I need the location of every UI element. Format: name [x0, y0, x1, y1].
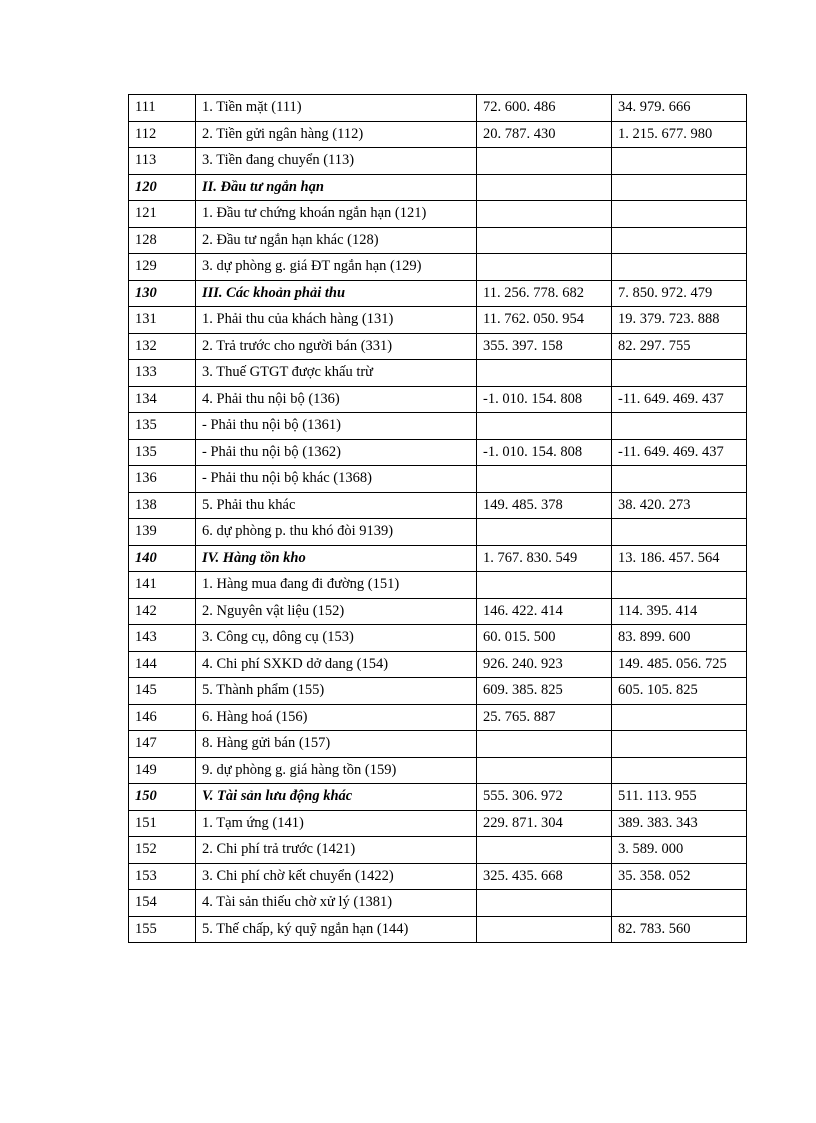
account-name-cell: 6. dự phòng p. thu khó đòi 9139): [196, 519, 477, 546]
amount-end-cell: [477, 227, 612, 254]
account-name-cell: 2. Nguyên vật liệu (152): [196, 598, 477, 625]
account-code-cell: 135: [129, 413, 196, 440]
account-code-cell: 144: [129, 651, 196, 678]
account-code-cell: 140: [129, 545, 196, 572]
table-row: [129, 466, 747, 493]
table-row: [129, 307, 747, 334]
amount-begin-cell: [612, 890, 747, 917]
account-code-cell: 134: [129, 386, 196, 413]
account-code-cell: 149: [129, 757, 196, 784]
amount-begin-cell: [612, 148, 747, 175]
amount-end-cell: [477, 466, 612, 493]
account-name-cell: 1. Hàng mua đang đi đường (151): [196, 572, 477, 599]
account-code-cell: 136: [129, 466, 196, 493]
amount-end-cell: 11. 256. 778. 682: [477, 280, 612, 307]
account-name-cell: 2. Trả trước cho người bán (331): [196, 333, 477, 360]
account-code-cell: 121: [129, 201, 196, 228]
amount-begin-cell: [612, 174, 747, 201]
table-row: [129, 148, 747, 175]
account-name-cell: IV. Hàng tồn kho: [196, 545, 477, 572]
account-code-cell: 138: [129, 492, 196, 519]
amount-end-cell: [477, 519, 612, 546]
table-row: [129, 174, 747, 201]
account-code-cell: 129: [129, 254, 196, 281]
account-name-cell: 2. Đầu tư ngắn hạn khác (128): [196, 227, 477, 254]
table-row: [129, 784, 747, 811]
account-code-cell: 113: [129, 148, 196, 175]
amount-end-cell: [477, 731, 612, 758]
amount-end-cell: 355. 397. 158: [477, 333, 612, 360]
table-row: [129, 916, 747, 943]
account-code-cell: 152: [129, 837, 196, 864]
account-code-cell: 112: [129, 121, 196, 148]
table-row: [129, 572, 747, 599]
table-row: [129, 731, 747, 758]
amount-end-cell: 25. 765. 887: [477, 704, 612, 731]
account-name-cell: 3. Thuế GTGT được khấu trừ: [196, 360, 477, 387]
account-code-cell: 145: [129, 678, 196, 705]
table-row: [129, 333, 747, 360]
amount-begin-cell: 1. 215. 677. 980: [612, 121, 747, 148]
amount-begin-cell: 19. 379. 723. 888: [612, 307, 747, 334]
account-name-cell: 5. Phải thu khác: [196, 492, 477, 519]
table-row: [129, 704, 747, 731]
amount-end-cell: 555. 306. 972: [477, 784, 612, 811]
account-name-cell: - Phải thu nội bộ (1361): [196, 413, 477, 440]
account-name-cell: II. Đầu tư ngắn hạn: [196, 174, 477, 201]
amount-begin-cell: 82. 297. 755: [612, 333, 747, 360]
table-row: [129, 492, 747, 519]
balance-sheet-body: [129, 95, 747, 943]
amount-begin-cell: 3. 589. 000: [612, 837, 747, 864]
account-name-cell: 3. dự phòng g. giá ĐT ngắn hạn (129): [196, 254, 477, 281]
amount-begin-cell: 7. 850. 972. 479: [612, 280, 747, 307]
account-code-cell: 141: [129, 572, 196, 599]
account-code-cell: 143: [129, 625, 196, 652]
account-name-cell: 3. Tiền đang chuyển (113): [196, 148, 477, 175]
account-code-cell: 135: [129, 439, 196, 466]
table-row: [129, 519, 747, 546]
amount-end-cell: [477, 360, 612, 387]
amount-end-cell: 11. 762. 050. 954: [477, 307, 612, 334]
amount-begin-cell: [612, 254, 747, 281]
account-code-cell: 128: [129, 227, 196, 254]
account-code-cell: 139: [129, 519, 196, 546]
amount-end-cell: [477, 201, 612, 228]
balance-sheet-table: [128, 94, 747, 943]
amount-begin-cell: -11. 649. 469. 437: [612, 386, 747, 413]
amount-end-cell: [477, 572, 612, 599]
table-row: [129, 890, 747, 917]
account-name-cell: 6. Hàng hoá (156): [196, 704, 477, 731]
account-name-cell: 4. Tài sản thiếu chờ xử lý (1381): [196, 890, 477, 917]
amount-end-cell: [477, 254, 612, 281]
table-row: [129, 810, 747, 837]
table-row: [129, 757, 747, 784]
amount-end-cell: 60. 015. 500: [477, 625, 612, 652]
account-name-cell: 3. Công cụ, dông cụ (153): [196, 625, 477, 652]
account-name-cell: 3. Chi phí chờ kết chuyển (1422): [196, 863, 477, 890]
amount-begin-cell: -11. 649. 469. 437: [612, 439, 747, 466]
table-row: [129, 413, 747, 440]
account-name-cell: 4. Phải thu nội bộ (136): [196, 386, 477, 413]
table-row: [129, 254, 747, 281]
table-row: [129, 863, 747, 890]
account-code-cell: 155: [129, 916, 196, 943]
amount-begin-cell: [612, 227, 747, 254]
amount-end-cell: 146. 422. 414: [477, 598, 612, 625]
account-code-cell: 142: [129, 598, 196, 625]
amount-end-cell: [477, 413, 612, 440]
amount-begin-cell: 35. 358. 052: [612, 863, 747, 890]
amount-end-cell: [477, 890, 612, 917]
amount-begin-cell: [612, 466, 747, 493]
amount-end-cell: [477, 916, 612, 943]
amount-end-cell: -1. 010. 154. 808: [477, 386, 612, 413]
account-name-cell: 4. Chi phí SXKD dở dang (154): [196, 651, 477, 678]
amount-begin-cell: 149. 485. 056. 725: [612, 651, 747, 678]
amount-begin-cell: 389. 383. 343: [612, 810, 747, 837]
amount-begin-cell: 114. 395. 414: [612, 598, 747, 625]
account-name-cell: 1. Phải thu của khách hàng (131): [196, 307, 477, 334]
account-code-cell: 150: [129, 784, 196, 811]
amount-end-cell: 325. 435. 668: [477, 863, 612, 890]
account-name-cell: 8. Hàng gửi bán (157): [196, 731, 477, 758]
account-code-cell: 154: [129, 890, 196, 917]
account-name-cell: 1. Tạm ứng (141): [196, 810, 477, 837]
amount-begin-cell: [612, 360, 747, 387]
table-row: [129, 95, 747, 122]
account-name-cell: 1. Đầu tư chứng khoán ngắn hạn (121): [196, 201, 477, 228]
account-code-cell: 132: [129, 333, 196, 360]
account-name-cell: 2. Chi phí trả trước (1421): [196, 837, 477, 864]
amount-end-cell: 149. 485. 378: [477, 492, 612, 519]
amount-end-cell: [477, 148, 612, 175]
account-name-cell: - Phải thu nội bộ (1362): [196, 439, 477, 466]
amount-end-cell: 1. 767. 830. 549: [477, 545, 612, 572]
amount-begin-cell: 605. 105. 825: [612, 678, 747, 705]
amount-end-cell: [477, 757, 612, 784]
account-name-cell: 2. Tiền gửi ngân hàng (112): [196, 121, 477, 148]
amount-begin-cell: [612, 519, 747, 546]
amount-begin-cell: 13. 186. 457. 564: [612, 545, 747, 572]
table-row: [129, 227, 747, 254]
account-name-cell: 1. Tiền mặt (111): [196, 95, 477, 122]
account-code-cell: 120: [129, 174, 196, 201]
amount-end-cell: -1. 010. 154. 808: [477, 439, 612, 466]
account-code-cell: 146: [129, 704, 196, 731]
table-row: [129, 598, 747, 625]
table-row: [129, 386, 747, 413]
account-name-cell: III. Các khoản phải thu: [196, 280, 477, 307]
amount-begin-cell: 83. 899. 600: [612, 625, 747, 652]
amount-begin-cell: 38. 420. 273: [612, 492, 747, 519]
amount-begin-cell: 34. 979. 666: [612, 95, 747, 122]
amount-end-cell: 20. 787. 430: [477, 121, 612, 148]
account-code-cell: 153: [129, 863, 196, 890]
table-row: [129, 651, 747, 678]
account-name-cell: 5. Thành phẩm (155): [196, 678, 477, 705]
account-code-cell: 147: [129, 731, 196, 758]
amount-end-cell: 72. 600. 486: [477, 95, 612, 122]
amount-begin-cell: 511. 113. 955: [612, 784, 747, 811]
table-row: [129, 837, 747, 864]
account-code-cell: 111: [129, 95, 196, 122]
table-row: [129, 545, 747, 572]
amount-end-cell: 229. 871. 304: [477, 810, 612, 837]
amount-begin-cell: [612, 413, 747, 440]
amount-begin-cell: [612, 201, 747, 228]
table-row: [129, 201, 747, 228]
amount-begin-cell: [612, 572, 747, 599]
account-name-cell: - Phải thu nội bộ khác (1368): [196, 466, 477, 493]
amount-begin-cell: [612, 757, 747, 784]
amount-end-cell: 609. 385. 825: [477, 678, 612, 705]
table-row: [129, 625, 747, 652]
amount-end-cell: 926. 240. 923: [477, 651, 612, 678]
amount-begin-cell: [612, 731, 747, 758]
account-code-cell: 130: [129, 280, 196, 307]
table-row: [129, 121, 747, 148]
account-name-cell: V. Tài sản lưu động khác: [196, 784, 477, 811]
table-row: [129, 280, 747, 307]
amount-begin-cell: 82. 783. 560: [612, 916, 747, 943]
table-row: [129, 439, 747, 466]
account-code-cell: 151: [129, 810, 196, 837]
amount-end-cell: [477, 837, 612, 864]
account-code-cell: 131: [129, 307, 196, 334]
account-name-cell: 5. Thế chấp, ký quỹ ngắn hạn (144): [196, 916, 477, 943]
amount-end-cell: [477, 174, 612, 201]
amount-begin-cell: [612, 704, 747, 731]
account-name-cell: 9. dự phòng g. giá hàng tồn (159): [196, 757, 477, 784]
table-row: [129, 678, 747, 705]
account-code-cell: 133: [129, 360, 196, 387]
table-row: [129, 360, 747, 387]
